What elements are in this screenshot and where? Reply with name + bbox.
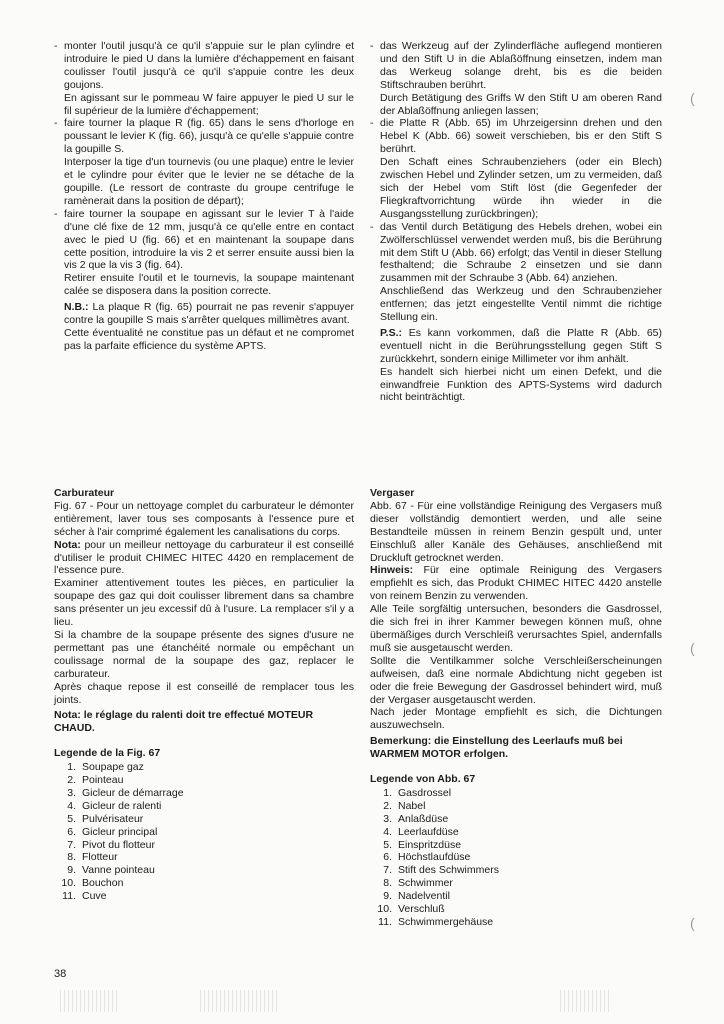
legend-title: Legende von Abb. 67 xyxy=(370,773,476,786)
note-paragraph: Hinweis: Für eine optimale Reinigung des Vergasers empfiehlt es sich, das Produkt CHIMEC HITEC 4420 anstelle von reinem Benzin zu verwenden. xyxy=(370,564,662,603)
legend-item xyxy=(370,813,662,826)
note-paragraph: Nota: pour un meilleur nettoyage du carburateur il est conseillé d'utiliser le produit CHIMEC HITEC 4420 en remplacement de l'essence pure. xyxy=(54,538,354,577)
legend-label: Schwimmergehäuse xyxy=(398,916,494,928)
legend-list xyxy=(54,761,354,903)
legend-number: 10. xyxy=(61,877,76,890)
section-heading-vergaser: Vergaser xyxy=(370,487,415,499)
legend-list xyxy=(370,787,662,929)
step-item: - faire tourner la soupape en agissant sur le levier T à l'aide d'une clé fixe de 12 mm, jusqu'à ce qu'elle entre en contact avec le pied U (fig. 66) et en maintenant la soupape dans cette position, introduire la vis 2 et serrer ensuite aussi bien la vis 2 que la vis 3 (fig. 64). xyxy=(54,208,354,273)
paragraph: Nach jeder Montage empfiehlt es sich, die Dichtungen auszuwechseln. xyxy=(370,706,662,732)
legend-label: Pivot du flotteur xyxy=(82,838,155,851)
legend-number: 7. xyxy=(383,864,392,877)
legend-item xyxy=(370,839,662,852)
german-steps xyxy=(370,40,662,324)
legend-number: 9. xyxy=(383,890,392,903)
legend-number: 11. xyxy=(378,916,392,928)
paragraph: Après chaque repose il est conseillé de remplacer tous les joints. xyxy=(54,680,354,706)
scan-specks-decoration xyxy=(200,990,280,1012)
legend-label: Gasdrossel xyxy=(398,786,452,799)
legend-number: 1. xyxy=(67,761,76,774)
legend-number: 11. xyxy=(62,890,76,903)
german-ps-note-2: Es handelt sich hierbei nicht um einen Defekt, und die einwandfreie Funktion des APTS-Systems wird dadurch nicht beinträchtigt. xyxy=(380,365,662,404)
step-item: - die Platte R (Abb. 65) im Uhrzeigersinn drehen und den Hebel K (Abb. 66) soweit verschieben, bis er den Stift S berührt. xyxy=(370,117,662,156)
scan-specks-decoration xyxy=(60,990,120,1012)
legend-number: 4. xyxy=(67,799,76,812)
legend-label: Nabel xyxy=(398,799,426,812)
legend-label: Gicleur de démarrage xyxy=(82,786,184,799)
legend-number: 10. xyxy=(377,903,392,916)
legend-number: 6. xyxy=(67,825,76,838)
scan-specks-decoration xyxy=(560,990,610,1012)
step-detail: En agissant sur le pommeau W faire appuyer le pied U sur le fil supérieur de la lumière d'échappement; xyxy=(64,91,354,117)
legend-item xyxy=(370,787,662,800)
paragraph: Abb. 67 - Für eine vollständige Reinigung des Vergasers muß dieser vollständig demontiert werden, und alle seine Bestandteile müssen in reinem Benzin gespült und, unter Einschluß aller Kanäle des Gehäuses, anschließend mit Druckluft getrocknet werden. xyxy=(370,499,662,564)
legend-item xyxy=(54,864,354,877)
paragraph: Si la chambre de la soupape présente des signes d'usure ne permettant pas une étanchéité normale ou empêchant un coulissage normal de la soupape des gaz, replacer le carburateur. xyxy=(54,628,354,680)
legend-number: 5. xyxy=(67,812,76,825)
legend-label: Bouchon xyxy=(82,877,124,890)
french-top-column xyxy=(54,40,354,353)
legend-label: Vanne pointeau xyxy=(82,864,155,877)
bold-note: Nota: le réglage du ralenti doit tre effectué MOTEUR CHAUD. xyxy=(54,709,314,735)
paragraph: Alle Teile sorgfältig untersuchen, besonders die Gasdrossel, die sich frei in ihrer Kammer bewegen können muß, ohne übermäßiges durch Verschleiß verursachtes Spiel, andernfalls muß sie ausgetauscht werden. xyxy=(370,603,662,654)
legend-item xyxy=(370,877,662,890)
french-nb-note-2: Cette éventualité ne constitue pas un défaut et ne compromet pas la parfaite efficience du système APTS. xyxy=(64,326,354,352)
legend-number: 9. xyxy=(67,864,76,877)
legend-number: 3. xyxy=(67,786,76,799)
french-steps xyxy=(54,40,354,298)
legend-item xyxy=(54,800,354,813)
legend-number: 8. xyxy=(383,877,392,890)
legend-label: Pulvérisateur xyxy=(82,812,144,825)
legend-title: Legende de la Fig. 67 xyxy=(54,747,161,760)
step-item: - monter l'outil jusqu'à ce qu'il s'appuie sur le plan cylindre et introduire le pied U dans la lumière d'échappement en faisant coulisser l'outil jusqu'à ce qu'il s'appuie contre les deux goujons. xyxy=(54,40,354,92)
legend-item xyxy=(370,903,662,916)
legend-number: 3. xyxy=(383,812,392,825)
legend-item xyxy=(54,890,354,903)
paragraph: Examiner attentivement toutes les pièces, en particulier la soupape des gaz qui doit coulisser librement dans sa chambre sans présenter un jeu excessif dû à l'usure. La remplacer s'il y a lieu. xyxy=(54,577,354,629)
legend-label: Flotteur xyxy=(82,851,118,864)
page-number: 38 xyxy=(54,968,67,980)
step-detail: Den Schaft eines Schraubenziehers (oder ein Blech) zwischen Hebel und Zylinder setzen, um zu vermeiden, daß sich der Hebel vom Stift löst (die Gegenfeder der Fliegkraftvorrichtung würde ihn wieder in die Ausgangsstellung zurückbringen); xyxy=(380,156,662,220)
legend-label: Höchstlaufdüse xyxy=(398,851,471,864)
legend-label: Verschluß xyxy=(398,903,445,916)
legend-label: Einspritzdüse xyxy=(398,838,462,851)
legend-item xyxy=(54,839,354,852)
legend-number: 6. xyxy=(383,851,392,864)
legend-number: 2. xyxy=(383,799,392,812)
legend-label: Anlaßdüse xyxy=(398,812,449,825)
bold-note: Bemerkung: die Einstellung des Leerlaufs muß bei WARMEM MOTOR erfolgen. xyxy=(370,735,623,761)
margin-mark-decoration: ( xyxy=(690,640,695,656)
legend-label: Gicleur principal xyxy=(82,825,158,838)
legend-item xyxy=(54,851,354,864)
legend-item xyxy=(370,826,662,839)
legend-label: Soupape gaz xyxy=(82,761,144,774)
legend-item xyxy=(54,787,354,800)
section-heading-carburateur: Carburateur xyxy=(54,487,115,499)
legend-number: 5. xyxy=(383,838,392,851)
german-carburetor-section xyxy=(370,487,662,929)
legend-number: 8. xyxy=(67,851,76,864)
legend-item xyxy=(54,761,354,774)
step-item: - das Werkzeug auf der Zylinderfläche auflegend montieren und den Stift U in die Ablaßöffnung einsetzen, indem man das Werkeug solange dreht, bis es die beiden Stiftschrauben berührt. xyxy=(370,40,662,92)
legend-item xyxy=(54,826,354,839)
margin-mark-decoration: ( xyxy=(690,90,695,106)
legend-label: Leerlaufdüse xyxy=(398,825,459,838)
step-detail: Interposer la tige d'un tournevis (ou une plaque) entre le levier et le cylindre pour éviter que le levier ne se détache de la goupille. (Le ressort de contraste du groupe centrifuge le ramènerait dans la position de départ); xyxy=(64,156,354,207)
legend-item xyxy=(54,877,354,890)
legend-label: Stift des Schwimmers xyxy=(398,864,499,877)
legend-item xyxy=(54,774,354,787)
paragraph: Fig. 67 - Pour un nettoyage complet du carburateur le démonter entièrement, laver tous ses composants à l'essence pure et sécher à l'air comprimé également les canalisations du corps. xyxy=(54,499,354,538)
step-detail: Anschließend das Werkzeug und den Schraubenzieher entfernen; das jetzt eingestellte Ventil nimmt die richtige Stellung ein. xyxy=(380,285,662,324)
step-item: - faire tourner la plaque R (fig. 65) dans le sens d'horloge en poussant le levier K (fig. 66), jusqu'à ce qu'elle s'appuie contre la goupille S. xyxy=(54,117,354,156)
legend-item xyxy=(370,851,662,864)
step-item: - das Ventil durch Betätigung des Hebels drehen, wobei ein Zwölferschlüssel verwendet werden muß, bis die Berührung mit dem Stift U (Abb. 66) erfolgt; das Ventil in dieser Stellung festhaltend; die Schraube 2 einsetzen und sie dann zusammen mit der Schraube 3 (Abb. 64) anziehen. xyxy=(370,221,662,286)
legend-label: Pointeau xyxy=(82,774,124,787)
legend-number: 7. xyxy=(67,838,76,851)
legend-label: Cuve xyxy=(82,890,107,903)
legend-item xyxy=(370,800,662,813)
legend-number: 1. xyxy=(383,786,392,799)
legend-number: 2. xyxy=(67,774,76,787)
legend-item xyxy=(54,813,354,826)
legend-item xyxy=(370,864,662,877)
legend-number: 4. xyxy=(383,825,392,838)
legend-item xyxy=(370,916,662,929)
german-ps-note: P.S.: Es kann vorkommen, daß die Platte R (Abb. 65) eventuell nicht in die Berührungsstellung gegen Stift S zurückkehrt, sondern einige Millimeter vor ihm anhält. xyxy=(380,326,662,365)
ps-label: P.S.: xyxy=(380,326,402,339)
french-nb-note: N.B.: La plaque R (fig. 65) pourrait ne pas revenir s'appuyer contre la goupille S mais s'arrêter quelques millimètres avant. xyxy=(64,301,354,327)
german-top-column xyxy=(370,40,662,404)
legend-label: Nadelventil xyxy=(398,890,450,903)
paragraph: Sollte die Ventilkammer solche Verschleißerscheinungen aufweisen, daß eine normale Abdichtung nicht gegeben ist oder die freie Bewegung der Gasdrossel behindert wird, muß der Vergaser ausgetauscht werden. xyxy=(370,654,662,706)
legend-label: Schwimmer xyxy=(398,877,453,890)
legend-label: Gicleur de ralenti xyxy=(82,799,162,812)
step-detail: Durch Betätigung des Griffs W den Stift U am oberen Rand der Ablaßöffnung anliegen lassen; xyxy=(380,91,662,117)
french-carburetor-section xyxy=(54,487,354,903)
margin-mark-decoration: ( xyxy=(690,915,695,931)
legend-item xyxy=(370,890,662,903)
nb-label: N.B.: xyxy=(64,301,89,314)
step-detail: Retirer ensuite l'outil et le tournevis, la soupape maintenant calée se disposera dans la position correcte. xyxy=(64,272,354,298)
